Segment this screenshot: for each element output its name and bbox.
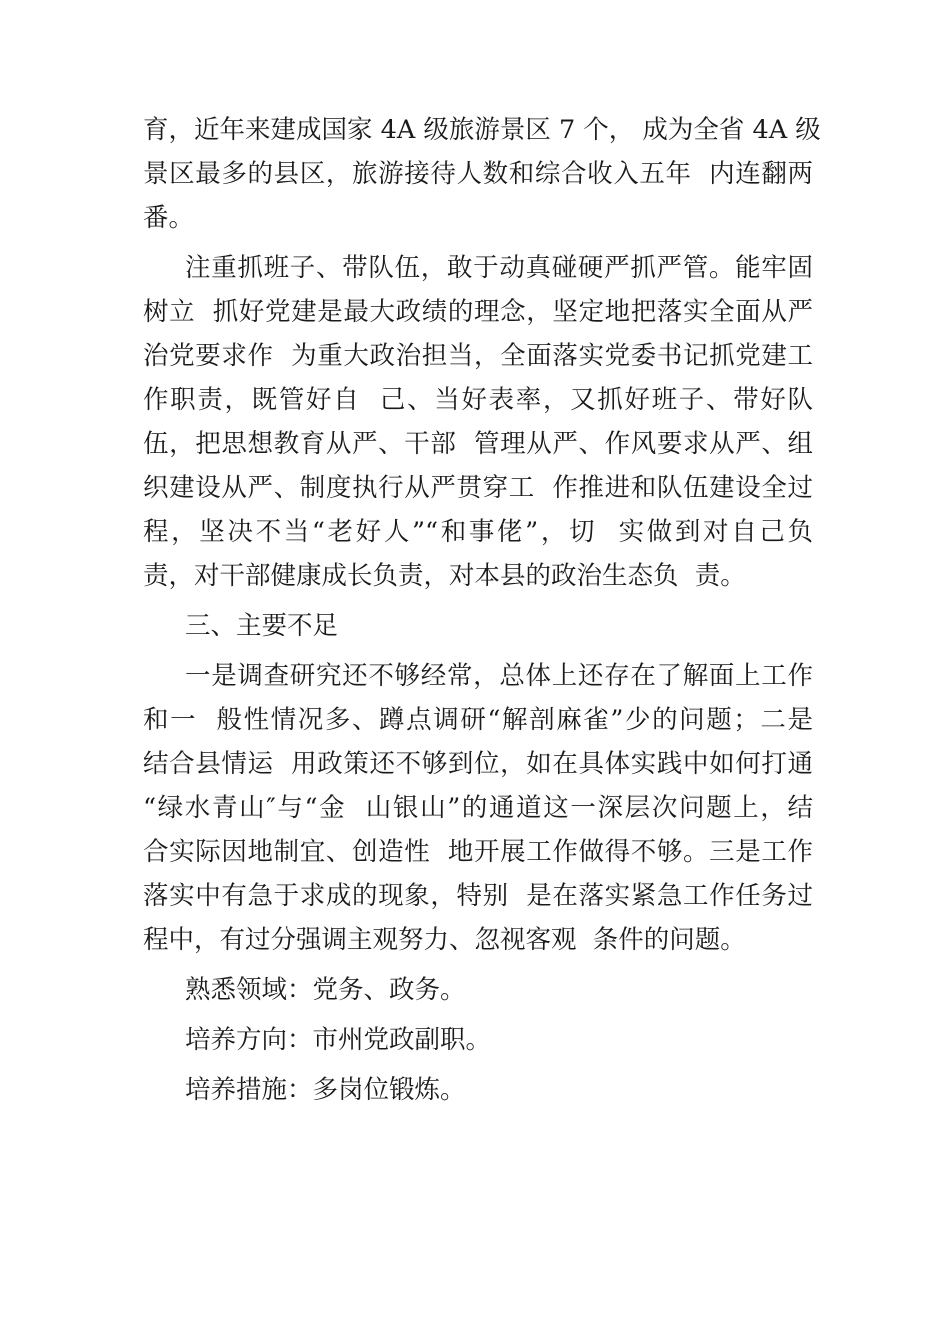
text-line: 三、主要不足 bbox=[185, 611, 339, 641]
text-line: “绿水青山″与“金 山银山”的通道这一深层次问题上，结 bbox=[143, 793, 813, 823]
document-body bbox=[143, 108, 821, 1112]
paragraph bbox=[143, 968, 813, 1012]
text-line: 伍，把思想教育从严、干部 管理从严、作风要求从严、组 bbox=[143, 429, 813, 459]
text-line: 熟悉领域：党务、政务。 bbox=[185, 975, 466, 1005]
text-line: 织建设从严、制度执行从严贯穿工 作推进和队伍建设全过 bbox=[143, 473, 813, 503]
text-line: 责，对干部健康成长负责，对本县的政治生态负 责。 bbox=[143, 561, 746, 591]
text-line: 景区最多的县区，旅游接待人数和综合收入五年 内连翻两 bbox=[143, 159, 813, 189]
text-line: 落实中有急于求成的现象，特别 是在落实紧急工作任务过 bbox=[143, 881, 813, 911]
text-line: 注重抓班子、带队伍，敢于动真碰硬严抓严管。能牢固 bbox=[185, 253, 813, 283]
paragraph bbox=[143, 108, 821, 240]
text-line: 治党要求作 为重大政治担当，全面落实党委书记抓党建工 bbox=[143, 341, 813, 371]
text-line: 程，坚决不当“老好人”“和事佬”，切 实做到对自己负 bbox=[143, 517, 813, 547]
paragraph bbox=[143, 1068, 813, 1112]
text-line: 番。 bbox=[143, 203, 195, 233]
text-line: 一是调查研究还不够经常，总体上还存在了解面上工作 bbox=[185, 661, 813, 691]
text-line: 和一 般性情况多、蹲点调研“解剖麻雀”少的问题；二是 bbox=[143, 705, 813, 735]
paragraph bbox=[143, 246, 813, 598]
text-line: 培养方向：市州党政副职。 bbox=[185, 1025, 492, 1055]
text-line: 树立 抓好党建是最大政绩的理念，坚定地把落实全面从严 bbox=[143, 297, 813, 327]
paragraph bbox=[143, 604, 813, 648]
paragraph bbox=[143, 654, 813, 962]
text-line: 结合县情运 用政策还不够到位，如在具体实践中如何打通 bbox=[143, 749, 813, 779]
text-line: 培养措施：多岗位锻炼。 bbox=[185, 1075, 466, 1105]
text-line: 程中，有过分强调主观努力、忽视客观 条件的问题。 bbox=[143, 925, 746, 955]
text-line: 育，近年来建成国家 4A 级旅游景区 7 个， 成为全省 4A 级 bbox=[143, 115, 821, 145]
text-line: 作职责，既管好自 己、当好表率，又抓好班子、带好队 bbox=[143, 385, 813, 415]
paragraph bbox=[143, 1018, 813, 1062]
text-line: 合实际因地制宜、创造性 地开展工作做得不够。三是工作 bbox=[143, 837, 813, 867]
